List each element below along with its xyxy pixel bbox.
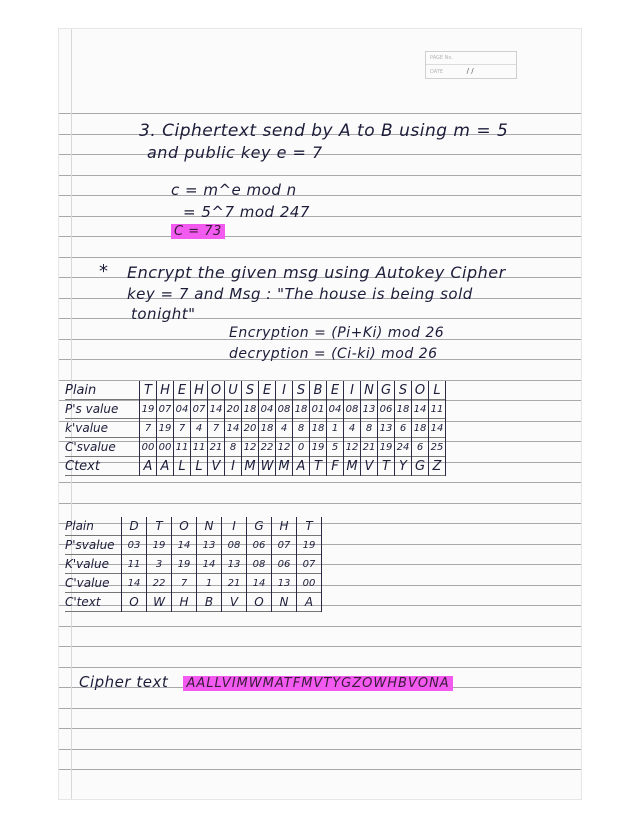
row-label: C'text [65, 593, 122, 612]
table-cell: 11 [174, 438, 191, 457]
table-cell: 24 [395, 438, 412, 457]
table-cell: 04 [327, 400, 344, 419]
notebook-page [58, 28, 582, 800]
equation-1: c = m^e mod n [171, 181, 297, 199]
table-cell: T [140, 381, 157, 400]
table-cell: 14 [429, 419, 446, 438]
table-cell: 14 [197, 555, 222, 574]
row-label: C'value [65, 574, 122, 593]
table-cell: 04 [259, 400, 276, 419]
table-cell: H [191, 381, 208, 400]
table-cell: 13 [361, 400, 378, 419]
table-cell: T [147, 517, 172, 536]
ruled-line [59, 708, 581, 709]
table-cell: 19 [147, 536, 172, 555]
encryption-formula: Encryption = (Pi+Ki) mod 26 [229, 325, 445, 341]
table-cell: 11 [429, 400, 446, 419]
table-row [65, 593, 322, 612]
table-cell: I [344, 381, 361, 400]
table-cell: T [297, 517, 322, 536]
table-row [65, 438, 446, 457]
table-cell: 19 [378, 438, 395, 457]
ruled-line [59, 257, 581, 258]
table-cell: 19 [297, 536, 322, 555]
table-cell: 5 [327, 438, 344, 457]
table-cell: 8 [293, 419, 310, 438]
table-cell: 00 [140, 438, 157, 457]
table-row [65, 574, 322, 593]
table-cell: 04 [174, 400, 191, 419]
table-cell: 08 [222, 536, 247, 555]
table-cell: 13 [378, 419, 395, 438]
table-cell: E [174, 381, 191, 400]
table-cell: 13 [222, 555, 247, 574]
table-cell: M [276, 457, 293, 476]
table-row [65, 536, 322, 555]
table-cell: I [222, 517, 247, 536]
table-cell: 19 [310, 438, 327, 457]
table-cell: D [122, 517, 147, 536]
table-cell: O [412, 381, 429, 400]
table-cell: 03 [122, 536, 147, 555]
table-cell: T [310, 457, 327, 476]
table-cell: 1 [197, 574, 222, 593]
ruled-line [59, 175, 581, 176]
table-cell: 14 [172, 536, 197, 555]
page-number-label: PAGE No. [426, 52, 516, 65]
row-label: P'svalue [65, 536, 122, 555]
table-cell: 7 [140, 419, 157, 438]
table-cell: 1 [327, 419, 344, 438]
equation-2: = 5^7 mod 247 [183, 203, 310, 221]
table-cell: 14 [412, 400, 429, 419]
table-cell: 08 [276, 400, 293, 419]
table-cell: Z [429, 457, 446, 476]
table-cell: O [208, 381, 225, 400]
table-cell: 0 [293, 438, 310, 457]
table-cell: H [272, 517, 297, 536]
table-cell: 4 [344, 419, 361, 438]
row-label: k'value [65, 419, 140, 438]
table-cell: A [293, 457, 310, 476]
table-row [65, 400, 446, 419]
ruled-line [59, 626, 581, 627]
table-cell: 25 [429, 438, 446, 457]
ruled-line [59, 113, 581, 114]
table-row [65, 457, 446, 476]
table-cell: Y [395, 457, 412, 476]
table-cell: 22 [259, 438, 276, 457]
table-cell: 21 [208, 438, 225, 457]
ruled-line [59, 195, 581, 196]
page-date-stamp [425, 51, 517, 79]
table-cell: 20 [242, 419, 259, 438]
cipher-text-label: Cipher text [79, 673, 169, 691]
table-cell: T [378, 457, 395, 476]
row-label: Plain [65, 517, 122, 536]
autokey-table-1 [65, 381, 446, 476]
table-cell: L [191, 457, 208, 476]
table-cell: 01 [310, 400, 327, 419]
result [171, 224, 225, 239]
table-cell: 19 [140, 400, 157, 419]
ruled-line [59, 769, 581, 770]
table-cell: A [140, 457, 157, 476]
table-cell: 08 [344, 400, 361, 419]
table-cell: 18 [310, 419, 327, 438]
table-cell: 7 [174, 419, 191, 438]
table-cell: 8 [361, 419, 378, 438]
table-cell: 4 [276, 419, 293, 438]
table-cell: 8 [225, 438, 242, 457]
table-cell: 14 [225, 419, 242, 438]
autokey-line2: key = 7 and Msg : "The house is being sold [127, 285, 473, 303]
row-label: K'value [65, 555, 122, 574]
table-cell: M [344, 457, 361, 476]
ruled-line [59, 482, 581, 483]
table-cell: 00 [297, 574, 322, 593]
decryption-formula: decryption = (Ci-ki) mod 26 [229, 346, 438, 362]
ruled-line [59, 503, 581, 504]
table-cell: N [361, 381, 378, 400]
table-row [65, 419, 446, 438]
table-cell: I [276, 381, 293, 400]
problem3-line1: 3. Ciphertext send by A to B using m = 5 [139, 121, 509, 141]
table-cell: 12 [276, 438, 293, 457]
cipher-text-value: AALLVIMWMATFMVTYGZOWHBVONA [183, 676, 452, 691]
autokey-line3: tonight" [131, 305, 196, 323]
table-cell: 11 [191, 438, 208, 457]
table-cell: V [361, 457, 378, 476]
table-cell: L [174, 457, 191, 476]
row-label: C'svalue [65, 438, 140, 457]
table-cell: 06 [378, 400, 395, 419]
table-cell: N [197, 517, 222, 536]
table-cell: 11 [122, 555, 147, 574]
table-cell: M [242, 457, 259, 476]
table-cell: U [225, 381, 242, 400]
date-label: DATE / / [430, 67, 474, 75]
bullet-star: * [99, 261, 109, 282]
table-row [65, 381, 446, 400]
table-cell: 20 [225, 400, 242, 419]
table-cell: G [247, 517, 272, 536]
table-cell: O [247, 593, 272, 612]
table-cell: 14 [122, 574, 147, 593]
table-cell: 19 [172, 555, 197, 574]
result-highlight: C = 73 [171, 224, 225, 239]
table-row [65, 517, 322, 536]
table-cell: 08 [247, 555, 272, 574]
problem3-line2: and public key e = 7 [147, 143, 323, 162]
table-cell: 21 [222, 574, 247, 593]
table-row [65, 555, 322, 574]
table-cell: A [297, 593, 322, 612]
table-cell: F [327, 457, 344, 476]
ruled-line [59, 728, 581, 729]
table-cell: 13 [197, 536, 222, 555]
table-cell: 18 [259, 419, 276, 438]
table-cell: W [259, 457, 276, 476]
ruled-line [59, 646, 581, 647]
table-cell: 22 [147, 574, 172, 593]
table-cell: 12 [344, 438, 361, 457]
table-cell: E [327, 381, 344, 400]
table-cell: O [172, 517, 197, 536]
table-cell: W [147, 593, 172, 612]
table-cell: S [242, 381, 259, 400]
row-label: Plain [65, 381, 140, 400]
table-cell: 06 [272, 555, 297, 574]
table-cell: 21 [361, 438, 378, 457]
table-cell: E [259, 381, 276, 400]
table-cell: 6 [412, 438, 429, 457]
table-cell: S [293, 381, 310, 400]
table-cell: 07 [191, 400, 208, 419]
date-value: / / [466, 67, 474, 75]
table-cell: H [157, 381, 174, 400]
table-cell: 00 [157, 438, 174, 457]
table-cell: 3 [147, 555, 172, 574]
table-cell: 6 [395, 419, 412, 438]
table-cell: 19 [157, 419, 174, 438]
table-cell: V [222, 593, 247, 612]
autokey-line1: Encrypt the given msg using Autokey Cipher [127, 263, 506, 282]
table-cell: 7 [208, 419, 225, 438]
table-cell: B [197, 593, 222, 612]
table-cell: G [412, 457, 429, 476]
table-cell: 4 [191, 419, 208, 438]
table-cell: A [157, 457, 174, 476]
table-cell: N [272, 593, 297, 612]
table-cell: 13 [272, 574, 297, 593]
table-cell: 07 [157, 400, 174, 419]
table-cell: G [378, 381, 395, 400]
table-cell: 06 [247, 536, 272, 555]
table-cell: L [429, 381, 446, 400]
cipher-text-line [79, 673, 453, 691]
table-cell: 14 [247, 574, 272, 593]
row-label: P's value [65, 400, 140, 419]
table-cell: 07 [297, 555, 322, 574]
table-cell: O [122, 593, 147, 612]
table-cell: 12 [242, 438, 259, 457]
table-cell: B [310, 381, 327, 400]
table-cell: 18 [242, 400, 259, 419]
table-cell: H [172, 593, 197, 612]
ruled-line [59, 667, 581, 668]
table-cell: 7 [172, 574, 197, 593]
table-cell: 18 [293, 400, 310, 419]
ruled-line [59, 236, 581, 237]
table-cell: S [395, 381, 412, 400]
table-cell: 07 [272, 536, 297, 555]
autokey-table-2 [65, 517, 322, 612]
ruled-line [59, 216, 581, 217]
table-cell: 14 [208, 400, 225, 419]
table-cell: V [208, 457, 225, 476]
table-cell: 18 [395, 400, 412, 419]
ruled-line [59, 749, 581, 750]
table-cell: I [225, 457, 242, 476]
row-label: Ctext [65, 457, 140, 476]
table-cell: 18 [412, 419, 429, 438]
